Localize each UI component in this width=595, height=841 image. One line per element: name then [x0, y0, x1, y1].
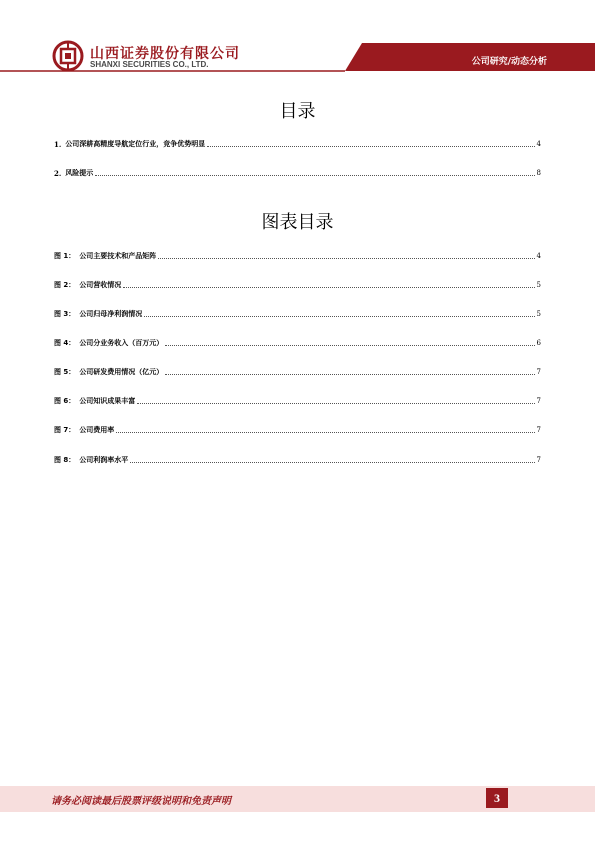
figure-entry-page: 7: [536, 397, 541, 405]
figure-entry[interactable]: [54, 307, 541, 319]
figure-entry-page: 4: [536, 252, 541, 260]
figure-entry-label: 图 3：: [54, 310, 76, 318]
toc-entry-page: 4: [536, 140, 541, 148]
figure-entry[interactable]: [54, 278, 541, 290]
dot-leader: [95, 175, 534, 176]
figure-entry-text: 公司费用率: [79, 426, 115, 434]
page-number: 3: [486, 788, 508, 808]
toc-entry[interactable]: [54, 166, 541, 178]
dot-leader: [207, 146, 534, 147]
figure-entry-page: 7: [536, 368, 541, 376]
dot-leader: [137, 403, 534, 404]
toc-entry-number: 2.: [54, 169, 62, 178]
figure-entry-text: 公司分业务收入（百万元）: [79, 339, 164, 347]
toc-entry-number: 1.: [54, 140, 62, 149]
figure-entry-text: 公司利润率水平: [79, 456, 129, 464]
dot-leader: [165, 374, 534, 375]
figure-entry-page: 7: [536, 426, 541, 434]
figure-entry-text: 公司研发费用情况（亿元）: [79, 368, 164, 376]
dot-leader: [123, 287, 534, 288]
dot-leader: [158, 258, 534, 259]
figures-list-title: 图表目录: [261, 212, 334, 233]
figure-entry-label: 图 7：: [54, 426, 76, 434]
figure-entry[interactable]: [54, 336, 541, 348]
toc-entry[interactable]: [54, 137, 541, 149]
figure-entry-page: 5: [536, 310, 541, 318]
dot-leader: [144, 316, 534, 317]
toc-entry-page: 8: [536, 169, 541, 177]
figure-entry[interactable]: [54, 423, 541, 435]
figure-entry-label: 图 6：: [54, 397, 76, 405]
figure-entry-label: 图 8：: [54, 456, 76, 464]
report-type-tag: 公司研究/动态分析: [471, 57, 547, 67]
footer-disclaimer: 请务必阅读最后股票评级说明和免责声明: [51, 796, 231, 807]
figure-entry-label: 图 2：: [54, 281, 76, 289]
company-name-cn: 山西证券股份有限公司: [90, 46, 240, 62]
figure-entry-label: 图 1：: [54, 252, 76, 260]
figure-entry-text: 公司知识成果丰富: [79, 397, 136, 405]
dot-leader: [165, 345, 534, 346]
toc-entry-text: 公司深耕高精度导航定位行业，竞争优势明显: [65, 140, 206, 148]
figure-entry[interactable]: [54, 249, 541, 261]
figure-entry[interactable]: [54, 453, 541, 465]
company-name-en: SHANXI SECURITIES CO., LTD.: [90, 60, 209, 69]
figure-entry-text: 公司主要技术和产品矩阵: [79, 252, 157, 260]
figure-entry-page: 6: [536, 339, 541, 347]
figure-entry-page: 5: [536, 281, 541, 289]
dot-leader: [116, 432, 534, 433]
figure-entry-page: 7: [536, 456, 541, 464]
figure-entry-label: 图 4：: [54, 339, 76, 347]
toc-title: 目录: [279, 101, 316, 122]
figure-entry[interactable]: [54, 394, 541, 406]
dot-leader: [130, 462, 534, 463]
figure-entry-label: 图 5：: [54, 368, 76, 376]
figure-entry-text: 公司营收情况: [79, 281, 122, 289]
figure-entry[interactable]: [54, 365, 541, 377]
figure-entry-text: 公司归母净利润情况: [79, 310, 143, 318]
toc-entry-text: 风险提示: [65, 169, 94, 177]
